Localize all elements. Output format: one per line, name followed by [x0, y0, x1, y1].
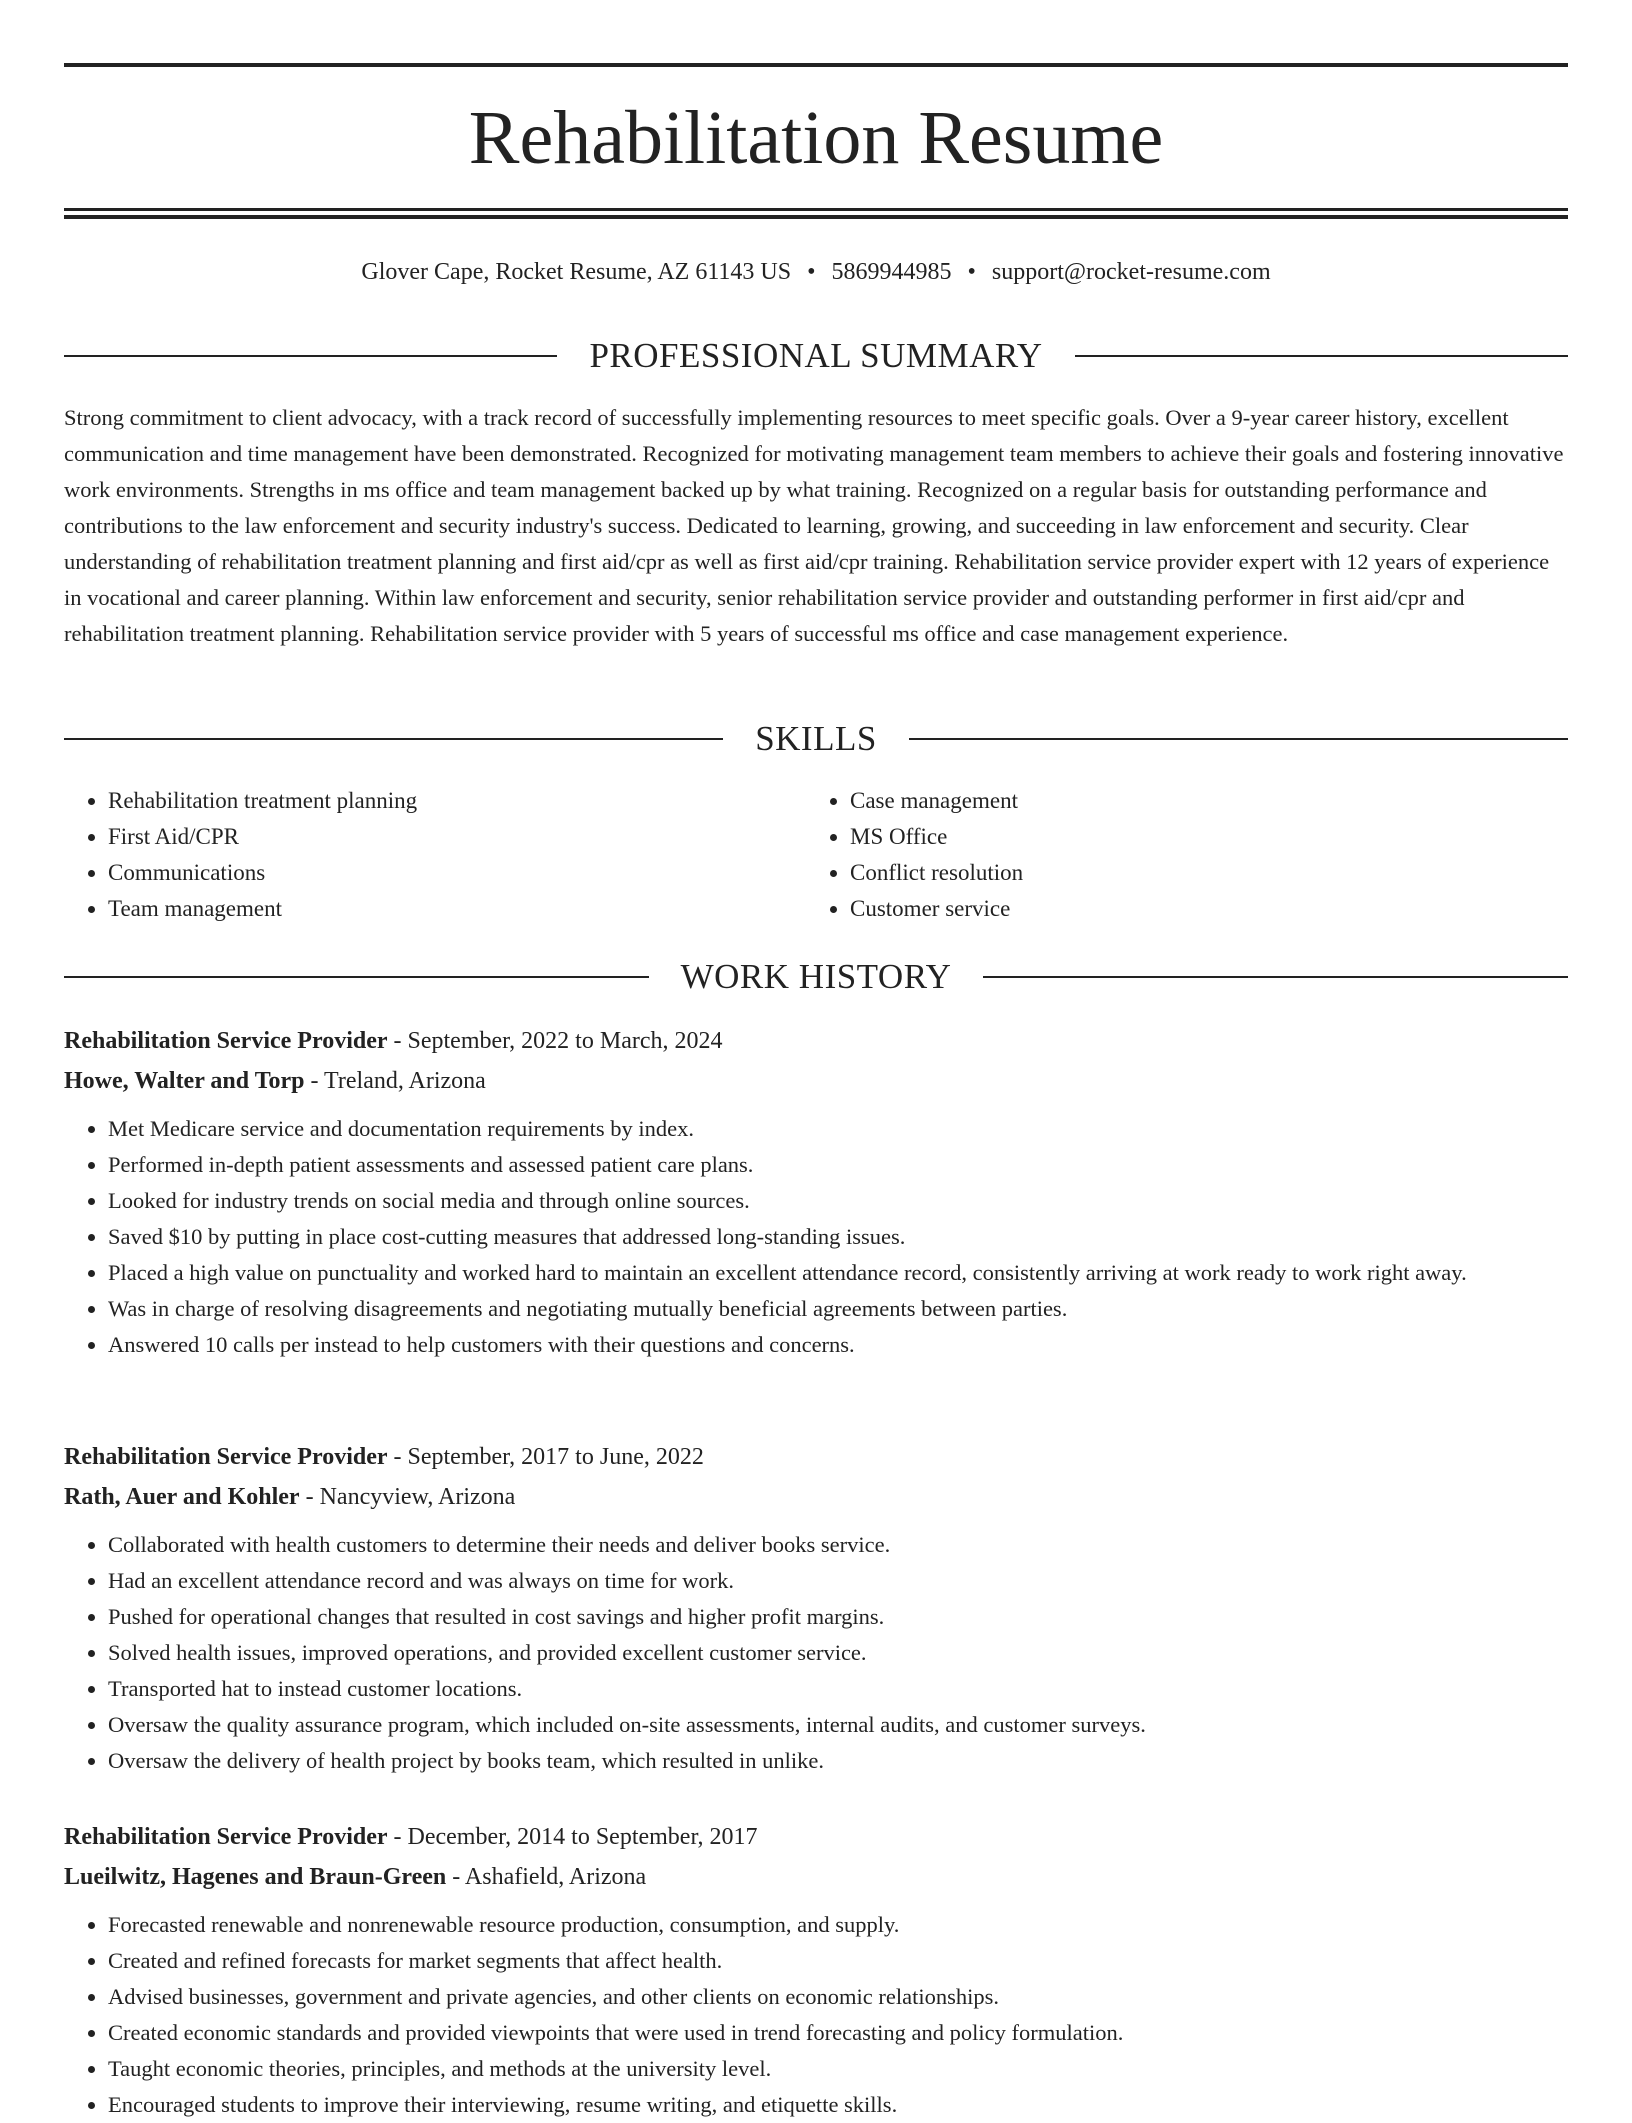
skill-item: • Conflict resolution: [850, 855, 1548, 891]
contact-line: [64, 255, 1568, 289]
work-heading: WORK HISTORY: [680, 957, 952, 996]
contact-separator: •: [967, 259, 976, 285]
resume-title: Rehabilitation Resume: [468, 96, 1164, 180]
job-dates: - September, 2022 to March, 2024: [387, 1028, 723, 1054]
job-bullets: [64, 1111, 1568, 1363]
job-location: - Ashafield, Arizona: [446, 1864, 647, 1890]
job-bullet: • Created and refined forecasts for market segments that affect health.: [108, 1943, 1568, 1979]
job-location: - Treland, Arizona: [304, 1068, 486, 1094]
job-bullets: [64, 1527, 1568, 1779]
skill-item: • Communications: [108, 855, 806, 891]
skills-list: [64, 783, 1568, 927]
top-rule: [64, 63, 1568, 67]
job-title: Rehabilitation Service Provider: [64, 1824, 388, 1850]
job-bullet: • Had an excellent attendance record and was always on time for work.: [108, 1563, 1568, 1599]
skill-item: • MS Office: [850, 819, 1548, 855]
summary-text: Strong commitment to client advocacy, with a track record of successfully implementing resources to meet specific goals. Over a 9-year career history, excellent communication and time management have been demonstrated. Recognized for motivating management team members to achieve their goals and fostering innovative work environments. Strengths in ms office and team management backed up by what training. Recognized on a regular basis for outstanding performance and contributions to the law enforcement and security industry's success. Dedicated to learning, growing, and succeeding in law enforcement and security. Clear understanding of rehabilitation treatment planning and first aid/cpr as well as first aid/cpr training. Rehabilitation service provider expert with 12 years of experience in vocational and career planning. Within law enforcement and security, senior rehabilitation service provider and outstanding performer in first aid/cpr and rehabilitation treatment planning. Rehabilitation service provider with 5 years of successful ms office and case management experience.: [64, 405, 1564, 646]
job-title: Rehabilitation Service Provider: [64, 1444, 388, 1470]
skill-item: • Customer service: [850, 891, 1548, 927]
heading-rule: [1075, 355, 1568, 357]
job-title-line: [64, 1817, 1568, 1857]
title-rule-lower: [64, 215, 1568, 219]
job-company: Rath, Auer and Kohler: [64, 1484, 300, 1510]
job-bullet: • Oversaw the quality assurance program, which included on-site assessments, internal audits, and customer surveys.: [108, 1707, 1568, 1743]
job-title: Rehabilitation Service Provider: [64, 1028, 388, 1054]
heading-rule: [909, 738, 1568, 740]
job-bullet: • Encouraged students to improve their interviewing, resume writing, and etiquette skills.: [108, 2087, 1568, 2123]
job-bullet: • Was in charge of resolving disagreements and negotiating mutually beneficial agreements between parties.: [108, 1291, 1568, 1327]
job-bullet: • Oversaw the delivery of health project by books team, which resulted in unlike.: [108, 1743, 1568, 1779]
job-bullet: • Transported hat to instead customer locations.: [108, 1671, 1568, 1707]
job-bullets: [64, 1907, 1568, 2123]
summary-heading: PROFESSIONAL SUMMARY: [589, 336, 1043, 375]
job-dates: - September, 2017 to June, 2022: [387, 1444, 704, 1470]
heading-rule: [983, 976, 1568, 978]
skills-heading: SKILLS: [755, 719, 877, 758]
contact-phone: 5869944985: [831, 259, 952, 285]
job-company-line: [64, 1857, 1568, 1897]
contact-separator: •: [807, 259, 816, 285]
skills-heading-row: [64, 717, 1568, 761]
job-title-line: [64, 1437, 1568, 1477]
job-bullet: • Pushed for operational changes that resulted in cost savings and higher profit margins.: [108, 1599, 1568, 1635]
skill-item: • First Aid/CPR: [108, 819, 806, 855]
job-company-line: [64, 1477, 1568, 1517]
skills-column-left: [64, 783, 806, 927]
job-bullet: • Taught economic theories, principles, and methods at the university level.: [108, 2051, 1568, 2087]
heading-rule: [64, 738, 723, 740]
title-rule-upper: [64, 208, 1568, 211]
job-entry: [64, 1021, 1568, 1363]
skill-item: • Case management: [850, 783, 1548, 819]
job-title-line: [64, 1021, 1568, 1061]
heading-rule: [64, 355, 557, 357]
job-bullet: • Answered 10 calls per instead to help customers with their questions and concerns.: [108, 1327, 1568, 1363]
contact-email: support@rocket-resume.com: [991, 259, 1271, 285]
skills-column-right: [806, 783, 1548, 927]
contact-address: Glover Cape, Rocket Resume, AZ 61143 US: [361, 259, 792, 285]
job-location: - Nancyview, Arizona: [299, 1484, 516, 1510]
job-bullet: • Looked for industry trends on social media and through online sources.: [108, 1183, 1568, 1219]
skill-item: • Team management: [108, 891, 806, 927]
job-bullet: • Met Medicare service and documentation requirements by index.: [108, 1111, 1568, 1147]
job-company: Lueilwitz, Hagenes and Braun-Green: [64, 1864, 447, 1890]
job-entry: [64, 1817, 1568, 2123]
job-bullet: • Performed in-depth patient assessments and assessed patient care plans.: [108, 1147, 1568, 1183]
job-company-line: [64, 1061, 1568, 1101]
job-bullet: • Solved health issues, improved operations, and provided excellent customer service.: [108, 1635, 1568, 1671]
job-dates: - December, 2014 to September, 2017: [387, 1824, 758, 1850]
job-company: Howe, Walter and Torp: [64, 1068, 305, 1094]
job-bullet: • Created economic standards and provided viewpoints that were used in trend forecasting and policy formulation.: [108, 2015, 1568, 2051]
job-bullet: • Placed a high value on punctuality and worked hard to maintain an excellent attendance record, consistently arriving at work ready to work right away.: [108, 1255, 1568, 1291]
job-bullet: • Forecasted renewable and nonrenewable resource production, consumption, and supply.: [108, 1907, 1568, 1943]
job-entry: [64, 1437, 1568, 1779]
work-heading-row: [64, 955, 1568, 999]
job-bullet: • Saved $10 by putting in place cost-cutting measures that addressed long-standing issues.: [108, 1219, 1568, 1255]
skill-item: • Rehabilitation treatment planning: [108, 783, 806, 819]
summary-heading-row: [64, 334, 1568, 378]
job-bullet: • Advised businesses, government and private agencies, and other clients on economic relationships.: [108, 1979, 1568, 2015]
job-bullet: • Collaborated with health customers to determine their needs and deliver books service.: [108, 1527, 1568, 1563]
heading-rule: [64, 976, 649, 978]
